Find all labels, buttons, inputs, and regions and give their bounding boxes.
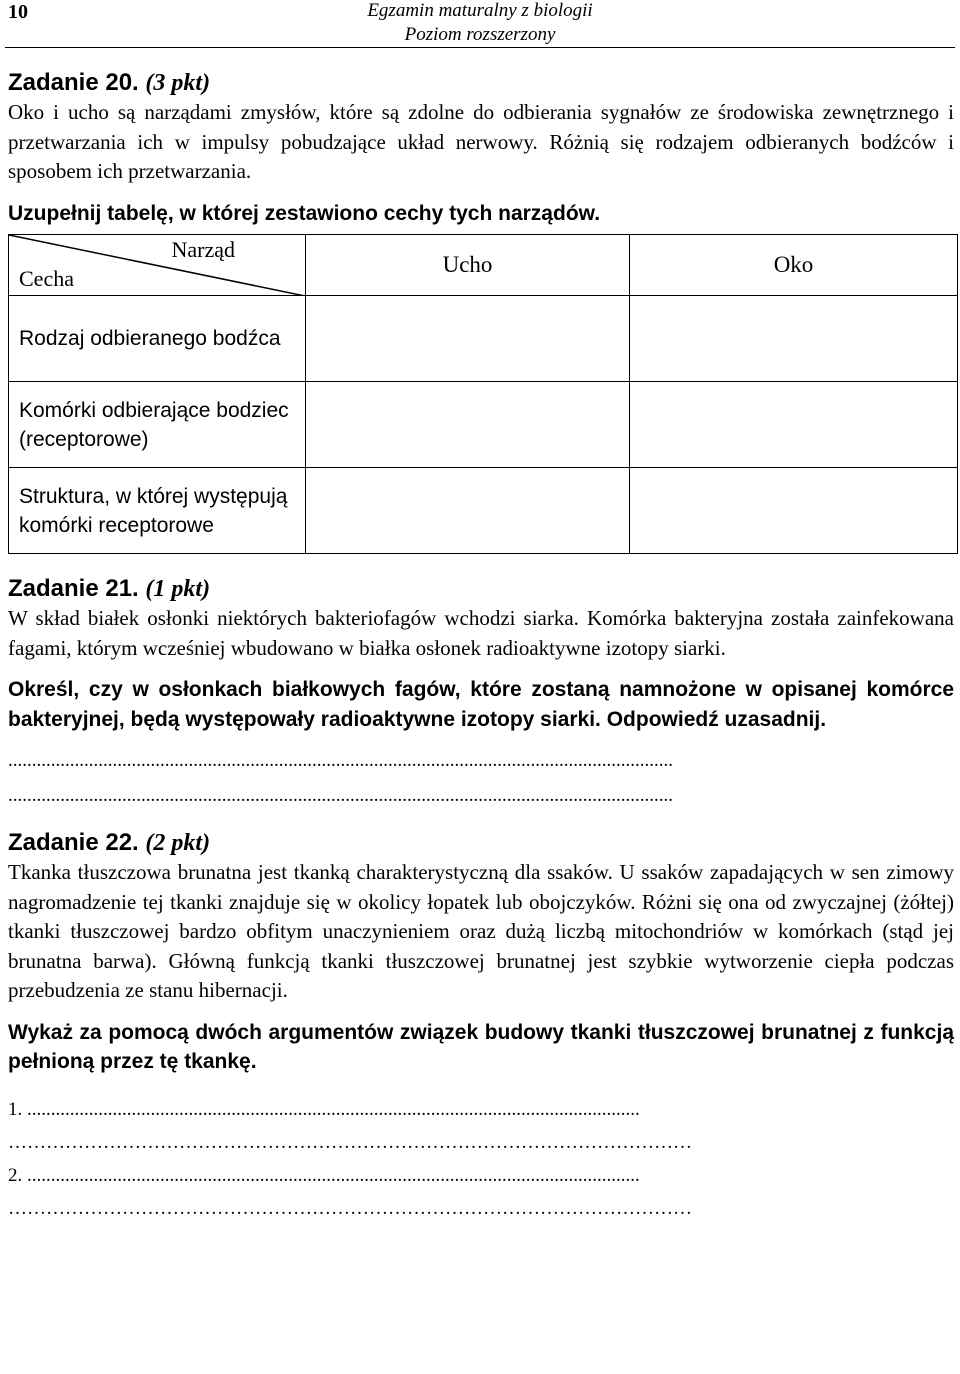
task-21-title [8,574,954,604]
table-header-row [9,235,958,296]
answer-line-22-2[interactable]: 2. ................................................................................................................................. [8,1164,640,1186]
task-22 [8,828,954,1223]
organs-table [8,234,958,554]
page-number: 10 [8,1,28,23]
table-corner-cell [9,235,306,296]
page-header [0,0,960,48]
answer-cell-ucho-receptors[interactable] [306,382,630,468]
answer-line-21-1[interactable]: ............................................................................................................................................ [8,750,673,771]
row-label-receptor-cells: Komórki odbierające bodziec (receptorowe) [9,382,306,468]
table-row [9,296,958,382]
task-20-instruction: Uzupełnij tabelę, w której zestawiono cechy tych narządów. [8,201,601,225]
task-21 [8,574,954,810]
answer-cell-oko-structure[interactable] [630,468,958,554]
task-20-title [8,68,954,98]
task-21-instruction: Określ, czy w osłonkach białkowych fagów, które zostaną namnożone w opisanej komórce bakteryjnej, będą występowały radioaktywne izotopy siarki. Odpowiedź uzasadnij. [8,678,954,731]
corner-label-feature: Cecha [19,266,74,291]
task-20-line-3: Różnią się rodzajem odbieranych bodźców i sposobem ich przetwarzania. [8,129,955,183]
answer-line-22-2-cont[interactable]: ……………………………………………………………………………………………… [8,1197,692,1219]
row-label-structure: Struktura, w której występują komórki receptorowe [9,468,306,554]
task-22-title [8,828,954,858]
answer-cell-ucho-stimulus[interactable] [306,296,630,382]
task-20-line-2: zewnętrznego i przetwarzania ich w impulsy pobudzające układ nerwowy. [8,100,955,154]
task-20-text [8,98,954,187]
task-21-points: (1 pkt) [145,576,211,602]
task-22-label: Zadanie 22. [8,829,139,856]
answer-line-22-1-cont[interactable]: ……………………………………………………………………………………………… [8,1131,692,1153]
answer-cell-oko-receptors[interactable] [630,382,958,468]
answer-cell-oko-stimulus[interactable] [630,296,958,382]
task-20-line-1: Oko i ucho są narządami zmysłów, które są zdolne do odbierania sygnałów ze środowiska [8,100,814,124]
task-21-label: Zadanie 21. [8,575,139,602]
task-20-points: (3 pkt) [145,70,211,96]
row-label-stimulus: Rodzaj odbieranego bodźca [9,296,306,382]
page-content [8,68,954,1223]
answer-line-22-1[interactable]: 1. ................................................................................................................................. [8,1098,640,1120]
exam-level: Poziom rozszerzony [404,24,556,45]
exam-title: Egzamin maturalny z biologii [367,0,593,21]
task-22-instruction: Wykaż za pomocą dwóch argumentów związek budowy tkanki tłuszczowej brunatnej z funkcją pełnioną przez tę tkankę. [8,1020,954,1073]
answer-line-21-2[interactable]: ............................................................................................................................................ [8,785,673,806]
task-22-text: Tkanka tłuszczowa brunatna jest tkanką charakterystyczną dla ssaków. U ssaków zapadających w sen zimowy nagromadzenie tej tkanki znajduje się w okolicy łopatek lub obojczyków. Różni się ona od zwyczajnej (żółtej) tkanki tłuszczowej bardzo obfitym unaczynieniem oraz dużą liczbą mitochondriów w komórkach (stąd jej brunatna barwa). Główną funkcją tkanki tłuszczowej brunatnej jest szybkie wytworzenie ciepła podczas przebudzenia ze stanu hibernacji. [8,860,954,1002]
header-divider [5,47,955,48]
column-header-oko: Oko [630,235,958,296]
answer-cell-ucho-structure[interactable] [306,468,630,554]
table-row [9,468,958,554]
corner-label-organ: Narząd [171,237,235,262]
task-20 [8,68,954,554]
column-header-ucho: Ucho [306,235,630,296]
task-22-points: (2 pkt) [145,830,211,856]
task-20-label: Zadanie 20. [8,69,139,96]
table-row [9,382,958,468]
task-21-text: W skład białek osłonki niektórych bakteriofagów wchodzi siarka. Komórka bakteryjna została zainfekowana fagami, którym wcześniej wbudowano w białka osłonek radioaktywne izotopy siarki. [8,606,954,660]
